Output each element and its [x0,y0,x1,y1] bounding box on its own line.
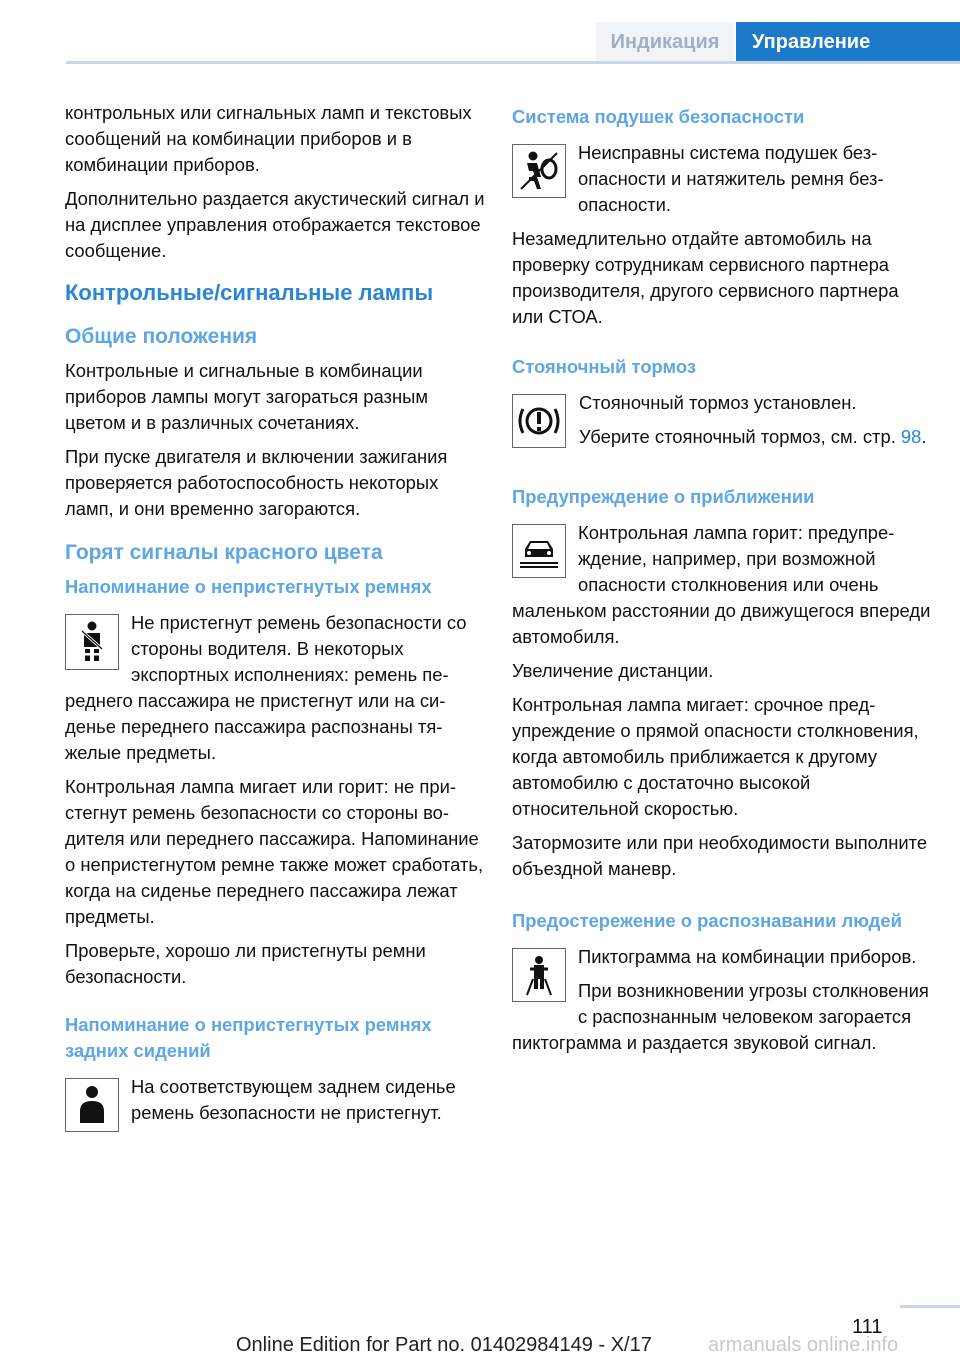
heading-rear-belt-reminder: Напоминание о непристегнутых ремнях задних сидений [65,1014,432,1061]
belt-paragraph-3: Проверьте, хорошо ли пристегнуты ремни безопасности. [65,940,426,987]
parking-paragraph-1: Стояночный тормоз установлен. [579,392,857,413]
tab-display[interactable]: Индикация [596,22,734,62]
airbag-paragraph-1: Неисправны система подушек безопасности и натяжитель ремня безопасности. [578,142,884,215]
rear-belt-block [65,1074,485,1126]
belt-paragraph-1: Не пристегнут ремень безопасности со стороны водителя. В некоторых экспортных исполнениях: ремень переднего пассажира не пристегнут или на сиденье переднего пассажира распознаны тяжелые предметы. [65,612,467,763]
left-column [65,100,485,1138]
rear-seat-occupant-icon [65,1078,119,1132]
intro-paragraph-1: контрольных или сигнальных ламп и текстовых сообщений на комбинации приборов и в комбинации приборов. [65,102,472,175]
general-paragraph-1: Контрольные и сигнальные в комбинации приборов лампы могут загораться разным цветом и в различных сочетаниях. [65,360,428,433]
page-number: 111 [852,1316,883,1338]
parking-text: Уберите стояночный тормоз, см. стр. [579,426,901,447]
page-link-98[interactable]: 98 [900,426,922,447]
pedestrian-warning-icon [512,948,566,1002]
approach-paragraph-4: Затормозите или при необходимости выполните объездной маневр. [512,832,928,879]
header-divider [66,61,960,64]
seatbelt-icon [65,614,119,670]
subsection-title-general: Общие положения [65,325,258,348]
approach-paragraph-2: Увеличение дистанции. [512,660,714,681]
approach-paragraph-1: Контрольная лампа горит: предупреждение, например, при возможной опасности столкновения или очень маленьком расстоянии до движущегося впереди автомобиля. [512,522,931,647]
belt-reminder-block [65,610,485,766]
collision-warning-car-icon [512,524,566,578]
subsection-title-red: Горят сигналы красного цвета [65,541,383,564]
airbag-block [512,140,932,218]
person-block [512,944,932,1056]
parking-brake-icon [512,394,566,448]
general-paragraph-2: При пуске двигателя и включении зажигания проверяется работоспособность некоторых ламп, и они временно загораются. [65,446,448,519]
parking-brake-block [512,390,932,450]
heading-parking-brake: Стояночный тормоз [512,356,697,377]
parking-paragraph-2 [579,424,932,450]
heading-airbag: Система подушек безопасности [512,106,805,127]
section-title-lamps: Контрольные/сигнальные лампы [65,280,434,305]
approach-paragraph-3: Контрольная лампа мигает: срочное предупреждение о прямой опасности столкновения, когда автомобиль приближается к другому автомобилю с достаточно высокой относительной скоростью. [512,694,919,819]
heading-approach-warning: Предупреждение о приближении [512,486,815,507]
intro-paragraph-2: Дополнительно раздается акустический сигнал и на дисплее управления отображается текстовое сообщение. [65,188,485,261]
person-paragraph-1: Пиктограмма на комбинации приборов. [578,946,917,967]
person-paragraph-2: При возникновении угрозы столкновения с распознанным человеком загорается пиктограмма и раздается звуковой сигнал. [512,980,929,1053]
footer-divider [900,1305,960,1308]
airbag-paragraph-2: Незамедлительно отдайте автомобиль на проверку сотрудникам сервисного партнера производителя, другого сервисного партнера или СТОА. [512,228,899,327]
belt-paragraph-2: Контрольная лампа мигает или горит: не пристегнут ремень безопасности со стороны водителя или переднего пассажира. Напоминание о непристегнутом ремне также может сработать, когда на сиденье переднего пассажира лежат предметы. [65,776,484,927]
airbag-icon [512,144,566,198]
edition-note: Online Edition for Part no. 01402984149 - X/17 [236,1334,652,1356]
right-column [512,100,932,1064]
parking-brake-text [579,390,932,450]
heading-belt-reminder: Напоминание о непристегнутых ремнях [65,576,432,597]
rear-belt-paragraph: На соответствующем заднем сиденье ремень безопасности не пристегнут. [131,1076,456,1123]
tab-controls[interactable]: Управление [736,22,960,62]
watermark: armanuals online.info [708,1334,899,1356]
heading-person-warning: Предостережение о распознавании людей [512,910,902,931]
parking-text-end: . [921,426,927,447]
approach-block [512,520,932,650]
